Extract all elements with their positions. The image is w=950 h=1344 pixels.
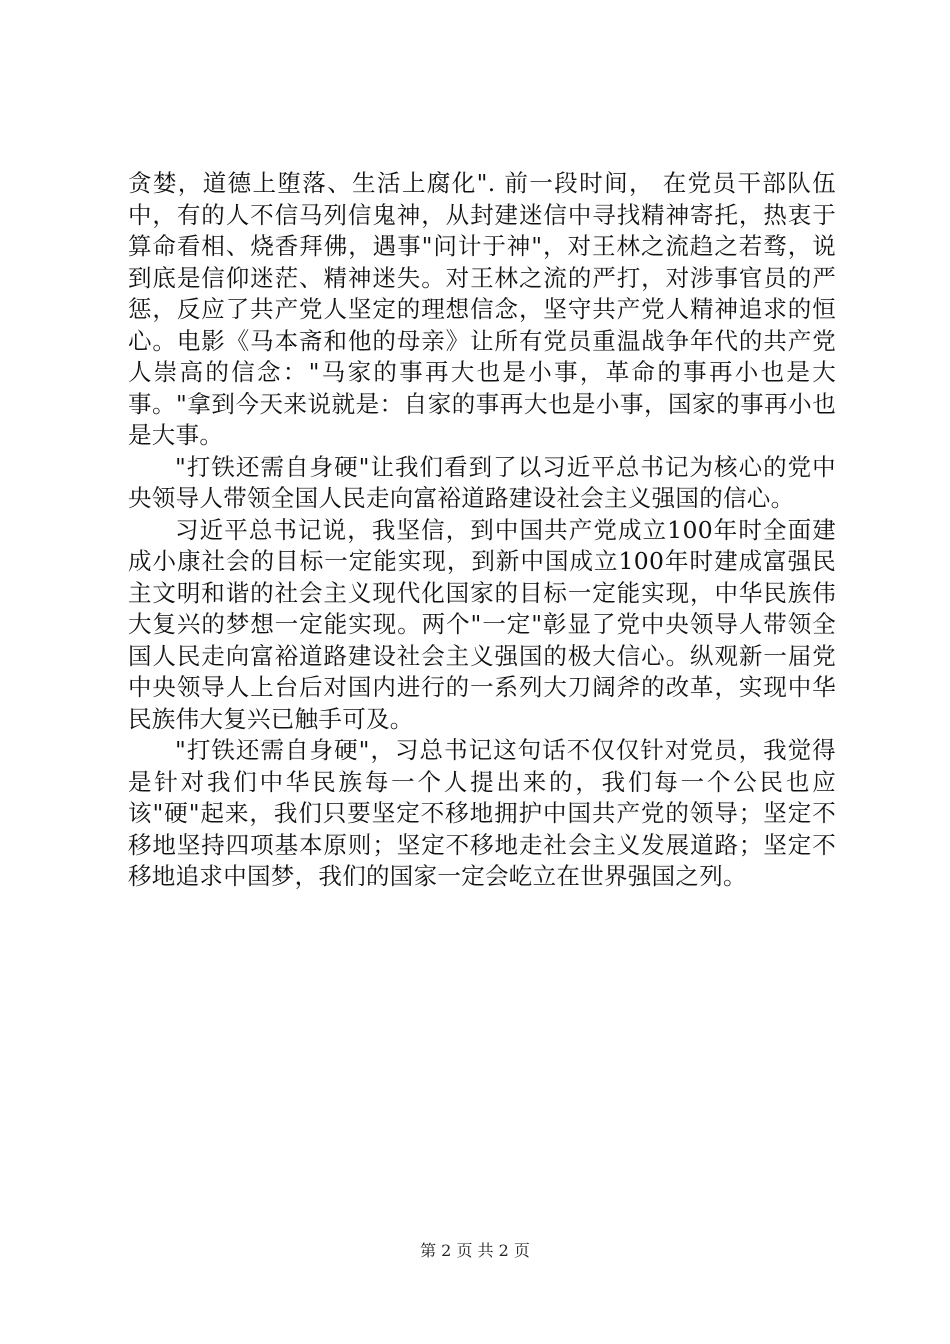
- paragraph-4: "打铁还需自身硬"，习总书记这句话不仅仅针对党员，我觉得是针对我们中华民族每一个人提出来的，我们每一个公民也应该"硬"起来，我们只要坚定不移地拥护中国共产党的领导；坚定不移地坚持四项基本原则；坚定不移地走社会主义发展道路；坚定不移地追求中国梦，我们的国家一定会屹立在世界强国之列。: [128, 736, 836, 890]
- paragraph-2: "打铁还需自身硬"让我们看到了以习近平总书记为核心的党中央领导人带领全国人民走向富裕道路建设社会主义强国的信心。: [128, 452, 836, 512]
- document-body: [128, 168, 836, 893]
- paragraph-1: 贪婪，道德上堕落、生活上腐化". 前一段时间， 在党员干部队伍中，有的人不信马列信鬼神，从封建迷信中寻找精神寄托，热衷于算命看相、烧香拜佛，遇事"问计于神"，对王林之流趋之若骛，说到底是信仰迷茫、精神迷失。对王林之流的严打，对涉事官员的严惩，反应了共产党人坚定的理想信念，坚守共产党人精神追求的恒心。电影《马本斋和他的母亲》让所有党员重温战争年代的共产党人崇高的信念："马家的事再大也是小事，革命的事再小也是大事。"拿到今天来说就是：自家的事再大也是小事，国家的事再小也是大事。: [128, 169, 836, 449]
- paragraph-3: 习近平总书记说，我坚信，到中国共产党成立100年时全面建成小康社会的目标一定能实现，到新中国成立100年时建成富强民主文明和谐的社会主义现代化国家的目标一定能实现，中华民族伟大复兴的梦想一定能实现。两个"一定"彰显了党中央领导人带领全国人民走向富裕道路建设社会主义强国的极大信心。纵观新一届党中央领导人上台后对国内进行的一系列大刀阔斧的改革，实现中华民族伟大复兴已触手可及。: [128, 515, 836, 733]
- page-number-footer: 第 2 页 共 2 页: [420, 1241, 530, 1260]
